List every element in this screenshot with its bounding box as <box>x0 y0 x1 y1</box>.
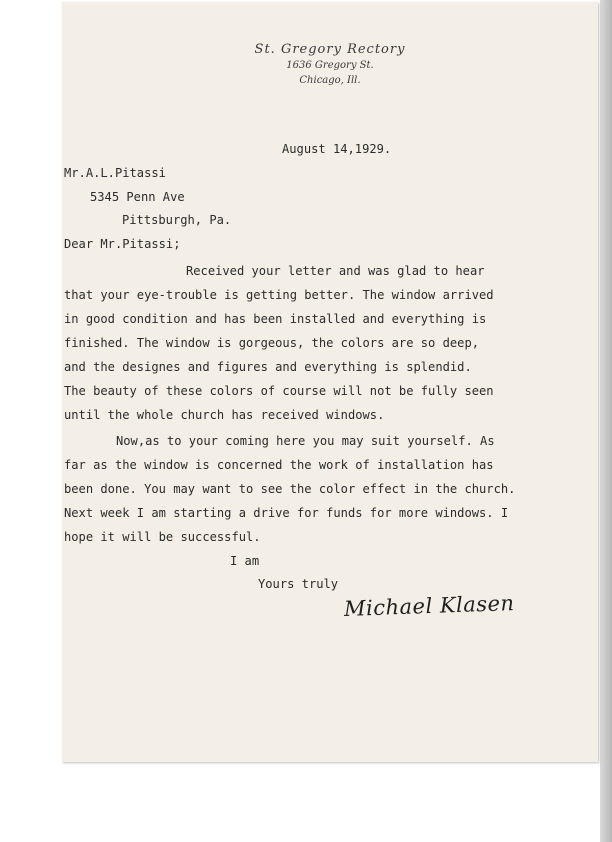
body-line: that your eye-trouble is getting better. The window arrived <box>64 288 494 302</box>
handwritten-signature: Michael Klasen <box>343 591 515 621</box>
body-line: Now,as to your coming here you may suit yourself. As <box>116 434 495 448</box>
scan-edge-shadow <box>600 0 612 842</box>
body-line: The beauty of these colors of course will not be fully seen <box>64 384 494 398</box>
body-line: been done. You may want to see the color effect in the church. <box>64 482 516 496</box>
letterhead-address: 1636 Gregory St. <box>286 60 374 71</box>
body-line: Received your letter and was glad to hear <box>186 264 485 278</box>
body-line: hope it will be successful. <box>64 530 261 544</box>
recipient-city: Pittsburgh, Pa. <box>122 213 232 227</box>
body-line: finished. The window is gorgeous, the colors are so deep, <box>64 336 480 350</box>
closing-i-am: I am <box>230 554 260 568</box>
salutation: Dear Mr.Pitassi; <box>64 237 181 251</box>
body-line: in good condition and has been installed and everything is <box>64 312 487 326</box>
letter-page <box>62 2 598 762</box>
body-line: far as the window is concerned the work of installation has <box>64 458 494 472</box>
recipient-street: 5345 Penn Ave <box>90 190 185 204</box>
body-line: until the whole church has received windows. <box>64 408 385 422</box>
letter-date: August 14,1929. <box>282 142 392 156</box>
body-line: Next week I am starting a drive for funds for more windows. I <box>64 506 509 520</box>
letterhead-city: Chicago, Ill. <box>299 75 361 86</box>
body-line: and the designes and figures and everything is splendid. <box>64 360 472 374</box>
letterhead-name: St. Gregory Rectory <box>254 42 406 57</box>
recipient-name: Mr.A.L.Pitassi <box>64 166 166 180</box>
closing-yours-truly: Yours truly <box>258 577 339 591</box>
